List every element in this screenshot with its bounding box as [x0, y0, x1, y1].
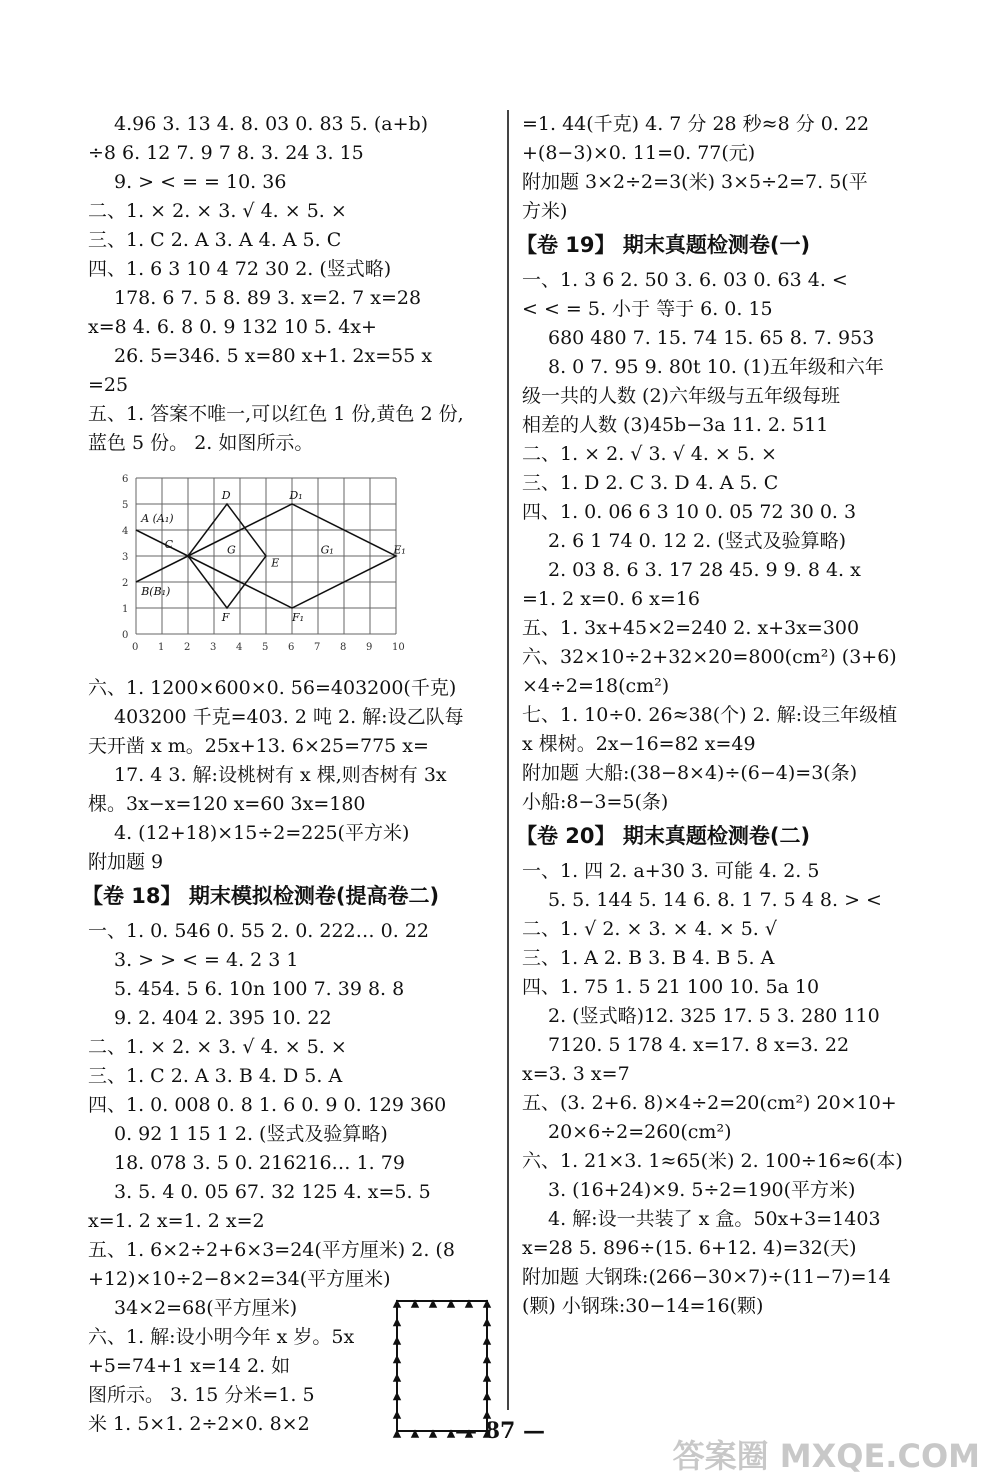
answer-line: 附加题 大船:(38−8×4)÷(6−4)=3(条): [522, 762, 858, 784]
left-column: [82, 110, 513, 1440]
point-label: B(B₁): [141, 585, 171, 598]
answer-line: 六、32×10÷2+32×20=800(cm²) (3+6): [522, 646, 897, 668]
answer-line: 5. 5. 144 5. 14 6. 8. 1 7. 5 4 8. > <: [548, 889, 882, 911]
point-label: E₁: [393, 543, 406, 557]
left-top-answers: [88, 110, 513, 458]
answer-line: 二、1. × 2. √ 3. √ 4. × 5. ×: [522, 443, 777, 465]
answer-line: 2. 03 8. 6 3. 17 28 45. 9 9. 8 4. x: [548, 559, 861, 581]
answer-line: 六、1. 解:设小明今年 x 岁。5x: [88, 1326, 355, 1348]
answer-line: 2. 6 1 74 0. 12 2. (竖式及验算略): [548, 530, 847, 552]
answer-line: 四、1. 0. 06 6 3 10 0. 05 72 30 0. 3: [522, 501, 857, 523]
point-label: F: [221, 611, 230, 624]
answer-line: 18. 078 3. 5 0. 216216… 1. 79: [114, 1152, 405, 1174]
page-number: — 87 —: [455, 1418, 545, 1444]
answer-line: 四、1. 0. 008 0. 8 1. 6 0. 9 0. 129 360: [88, 1094, 447, 1116]
answer-line: =1. 2 x=0. 6 x=16: [522, 588, 700, 610]
point-label: A (A₁): [141, 512, 174, 526]
answer-line: 4.96 3. 13 4. 8. 03 0. 83 5. (a+b): [114, 113, 429, 135]
arrow-mark: [484, 1338, 490, 1344]
answer-line: 三、1. C 2. A 3. A 4. A 5. C: [88, 229, 342, 251]
x-tick-label: 1: [158, 642, 165, 653]
arrow-mark: [394, 1394, 400, 1400]
answer-line: ×4÷2=18(cm²): [522, 675, 670, 697]
answer-line: 20×6÷2=260(cm²): [548, 1121, 732, 1143]
section-19-title: 【卷 19】 期末真题检测卷(一): [516, 233, 811, 257]
x-tick-label: 3: [210, 642, 217, 653]
answer-line: 二、1. √ 2. × 3. × 4. × 5. √: [522, 918, 777, 940]
answer-line: x=3. 3 x=7: [522, 1063, 630, 1085]
answer-line: +12)×10÷2−8×2=34(平方厘米): [88, 1268, 391, 1290]
point-label: G: [227, 543, 236, 557]
y-tick-label: 1: [122, 604, 129, 615]
answer-line: 三、1. C 2. A 3. B 4. D 5. A: [88, 1065, 343, 1087]
point-label: E: [271, 556, 280, 570]
section-19-answers: [522, 266, 947, 817]
x-tick-label: 10: [392, 642, 405, 653]
answer-line: 七、1. 10÷0. 26≈38(个) 2. 解:设三年级植: [522, 704, 898, 726]
answer-line: =25: [88, 374, 129, 396]
answer-line: 178. 6 7. 5 8. 89 3. x=2. 7 x=28: [114, 287, 422, 309]
answer-line: 五、1. 3x+45×2=240 2. x+3x=300: [522, 617, 860, 639]
answer-line: 六、1. 1200×600×0. 56=403200(千克): [88, 677, 457, 699]
answer-line: 三、1. D 2. C 3. D 4. A 5. C: [522, 472, 779, 494]
column-divider: [507, 110, 509, 1410]
section-18-title: 【卷 18】 期末模拟检测卷(提高卷二): [82, 884, 440, 908]
x-tick-label: 2: [184, 642, 191, 653]
answer-line: 403200 千克=403. 2 吨 2. 解:设乙队每: [114, 706, 464, 728]
arrow-mark: [394, 1357, 400, 1363]
answer-line: 小船:8−3=5(条): [522, 791, 669, 813]
answer-line: 一、1. 四 2. a+30 3. 可能 4. 2. 5: [522, 860, 820, 882]
answer-line: 米 1. 5×1. 2÷2×0. 8×2: [88, 1413, 310, 1435]
y-tick-label: 3: [122, 552, 129, 563]
y-tick-label: 6: [122, 474, 129, 485]
answer-line: 图所示。 3. 15 分米=1. 5: [88, 1384, 315, 1406]
y-tick-label: 4: [122, 526, 129, 537]
arrow-mark: [394, 1338, 400, 1344]
y-tick-label: 0: [122, 630, 129, 641]
answer-line: 四、1. 75 1. 5 21 100 10. 5a 10: [522, 976, 820, 998]
y-tick-label: 2: [122, 578, 129, 589]
arrow-mark: [484, 1357, 490, 1363]
x-tick-label: 4: [236, 642, 243, 653]
answer-line: x=8 4. 6. 8 0. 9 132 10 5. 4x+: [88, 316, 377, 338]
answer-line: 4. (12+18)×15÷2=225(平方米): [114, 822, 410, 844]
answer-line: < < = 5. 小于 等于 6. 0. 15: [522, 298, 773, 320]
arrow-mark: [484, 1320, 490, 1326]
answer-line: 附加题 9: [88, 851, 164, 873]
y-tick-label: 5: [122, 500, 129, 511]
answer-line: 附加题 3×2÷2=3(米) 3×5÷2=7. 5(平: [522, 171, 868, 193]
answer-line: x 棵树。2x−16=82 x=49: [522, 733, 756, 755]
answer-line: 26. 5=346. 5 x=80 x+1. 2x=55 x: [114, 345, 433, 367]
point-label: C: [164, 538, 174, 552]
answer-line: 34×2=68(平方厘米): [114, 1297, 298, 1319]
answer-line: 附加题 大钢珠:(266−30×7)÷(11−7)=14: [522, 1266, 891, 1288]
answer-line: 级一共的人数 (2)六年级与五年级每班: [522, 385, 840, 407]
answer-line: +(8−3)×0. 11=0. 77(元): [522, 142, 756, 164]
right-column: [516, 110, 947, 1321]
answer-line: 相差的人数 (3)45b−3a 11. 2. 511: [522, 414, 829, 436]
answer-line: 五、1. 6×2÷2+6×3=24(平方厘米) 2. (8: [88, 1239, 455, 1261]
coordinate-grid-figure: [118, 464, 513, 668]
answer-line: 9. 2. 404 2. 395 10. 22: [114, 1007, 332, 1029]
section-20-title: 【卷 20】 期末真题检测卷(二): [516, 824, 811, 848]
point-label: D: [221, 488, 231, 502]
answer-line: x=28 5. 896÷(15. 6+12. 4)=32(天): [522, 1237, 857, 1259]
answer-line: 方米): [522, 200, 568, 222]
answer-line: ÷8 6. 12 7. 9 7 8. 3. 24 3. 15: [88, 142, 364, 164]
answer-line: 8. 0 7. 95 9. 80t 10. (1)五年级和六年: [548, 356, 884, 378]
coordinate-grid: [118, 464, 418, 664]
answer-line: +5=74+1 x=14 2. 如: [88, 1355, 291, 1377]
answer-line: 五、(3. 2+6. 8)×4÷2=20(cm²) 20×10+: [522, 1092, 897, 1114]
right-top-answers: [522, 110, 947, 226]
answer-line: 蓝色 5 份。 2. 如图所示。: [88, 432, 314, 454]
answer-line: x=1. 2 x=1. 2 x=2: [88, 1210, 265, 1232]
answer-line: (颗) 小钢珠:30−14=16(颗): [522, 1295, 764, 1317]
point-label: D₁: [289, 488, 303, 502]
answer-line: 0. 92 1 15 1 2. (竖式及验算略): [114, 1123, 388, 1145]
point-label: F₁: [292, 611, 305, 624]
answer-line: 2. (竖式略)12. 325 17. 5 3. 280 110: [548, 1005, 880, 1027]
answer-line: 四、1. 6 3 10 4 72 30 2. (竖式略): [88, 258, 392, 280]
answer-line: 一、1. 0. 546 0. 55 2. 0. 222… 0. 22: [88, 920, 430, 942]
answer-line: 棵。3x−x=120 x=60 3x=180: [88, 793, 366, 815]
point-label: G₁: [320, 543, 334, 557]
answer-line: 3. > > < = 4. 2 3 1: [114, 949, 299, 971]
answer-line: =1. 44(千克) 4. 7 分 28 秒≈8 分 0. 22: [522, 113, 870, 135]
watermark-logo: 答案圈 MXQE.COM: [672, 1437, 980, 1475]
answer-line: 三、1. A 2. B 3. B 4. B 5. A: [522, 947, 775, 969]
answer-line: 六、1. 21×3. 1≈65(米) 2. 100÷16≈6(本): [522, 1150, 903, 1172]
left-answers-after-figure: [88, 674, 513, 877]
answer-line: 一、1. 3 6 2. 50 3. 6. 03 0. 63 4. <: [522, 269, 848, 291]
x-tick-label: 5: [262, 642, 269, 653]
answer-line: 4. 解:设一共装了 x 盒。50x+3=1403: [548, 1208, 881, 1230]
arrow-mark: [484, 1394, 490, 1400]
x-tick-label: 6: [288, 642, 295, 653]
answer-line: 天开凿 x m。25x+13. 6×25=775 x=: [88, 735, 429, 757]
answer-line: 17. 4 3. 解:设桃树有 x 棵,则杏树有 3x: [114, 764, 447, 786]
arrow-mark: [394, 1320, 400, 1326]
answer-line: 3. (16+24)×9. 5÷2=190(平方米): [548, 1179, 856, 1201]
x-tick-label: 0: [132, 642, 139, 653]
answer-line: 5. 454. 5 6. 10n 100 7. 39 8. 8: [114, 978, 405, 1000]
answer-line: 7120. 5 178 4. x=17. 8 x=3. 22: [548, 1034, 850, 1056]
answer-line: 二、1. × 2. × 3. √ 4. × 5. ×: [88, 200, 347, 222]
answer-line: 二、1. × 2. × 3. √ 4. × 5. ×: [88, 1036, 347, 1058]
section-20-answers: [522, 857, 947, 1321]
answer-line: 680 480 7. 15. 74 15. 65 8. 7. 953: [548, 327, 875, 349]
x-tick-label: 9: [366, 642, 373, 653]
x-tick-label: 8: [340, 642, 347, 653]
arrow-mark: [394, 1375, 400, 1381]
answer-line: 五、1. 答案不唯一,可以红色 1 份,黄色 2 份,: [88, 403, 464, 425]
arrow-mark: [484, 1375, 490, 1381]
answer-line: 9. > < = = 10. 36: [114, 171, 287, 193]
x-tick-label: 7: [314, 642, 321, 653]
answer-line: 3. 5. 4 0. 05 67. 32 125 4. x=5. 5: [114, 1181, 431, 1203]
